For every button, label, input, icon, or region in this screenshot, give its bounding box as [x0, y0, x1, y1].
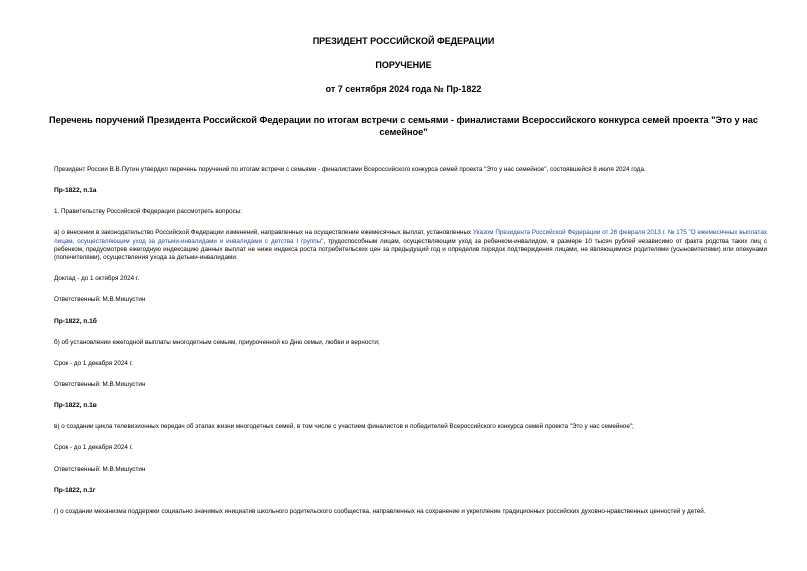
deadline-1a: Доклад - до 1 октября 2024 г.: [54, 275, 140, 283]
item-code-1b: Пр-1822, п.1б: [54, 317, 97, 325]
responsible-1b: Ответственный: М.В.Мишустин: [54, 381, 146, 389]
document-title: Перечень поручений Президента Российской Федерации по итогам встречи с семьями - финалистами Всероссийского конкурса семей проекта "Это у нас семейное": [48, 115, 758, 137]
item-code-1a: Пр-1822, п.1а: [54, 187, 97, 195]
item-text-1b: б) об установлении ежегодной выплаты многодетным семьям, приуроченной ко Дню семьи, любви и верности;: [54, 338, 380, 346]
item-text-1v: в) о создании цикла телевизионных передач об этапах жизни многодетных семей, в том числе с участием финалистов и победителей Всероссийского конкурса семей проекта "Это у нас семейное";: [54, 423, 634, 431]
responsible-1a: Ответственный: М.В.Мишустин: [54, 296, 146, 304]
doc-type-heading: ПОРУЧЕНИЕ: [375, 60, 432, 70]
deadline-1b: Срок - до 1 декабря 2024 г.: [54, 359, 133, 367]
responsible-1v: Ответственный: М.В.Мишустин: [54, 465, 146, 473]
item-text-1g: г) о создании механизма поддержки социально значимых инициатив школьного родительского сообщества, направленных на сохранение и укрепление традиционных российских духовно-нравственных ценностей у детей.: [54, 507, 706, 515]
date-number-heading: от 7 сентября 2024 года № Пр-1822: [325, 84, 482, 94]
item-code-1g: Пр-1822, п.1г: [54, 486, 96, 494]
item-code-1v: Пр-1822, п.1в: [54, 402, 97, 410]
item-text-1a-before: а) о внесении в законодательство Российской Федерации изменений, направленных на осуществление ежемесячных выплат, установленных: [54, 229, 473, 237]
issuer-heading: ПРЕЗИДЕНТ РОССИЙСКОЙ ФЕДЕРАЦИИ: [312, 36, 495, 46]
item-text-1a: [40, 229, 767, 262]
deadline-1v: Срок - до 1 декабря 2024 г.: [54, 444, 133, 452]
item-text-1a-after: , трудоспособным лицам, осуществляющим уход за ребенком-инвалидом, в размере 10 тысяч рублей независимо от факта родства таких лиц с ребенком, предусмотрев ежегодную индексацию данных выплат не ниже индекса роста потребительских цен за предыдущий год и определив порядок подтверждения лицами, не являющимися родителями (усыновителями) или опекунами (попечителями), осуществления ухода за детьми-инвалидами.: [54, 237, 768, 262]
item-intro-1: 1. Правительству Российской Федерации рассмотреть вопросы:: [54, 208, 243, 216]
decree-link[interactable]: Указом Президента Российской Федерации от 26 февраля 2013 г. № 175 "О ежемесячных выплатах лицам, осуществляющим уход за детьми-инвалидами и инвалидами с детства I группы": [54, 229, 767, 245]
intro-paragraph: Президент России В.В.Путин утвердил перечень поручений по итогам встречи с семьями - финалистами Всероссийского конкурса семей проекта "Это у нас семейное", состоявшейся 8 июля 2024 года.: [54, 166, 646, 173]
